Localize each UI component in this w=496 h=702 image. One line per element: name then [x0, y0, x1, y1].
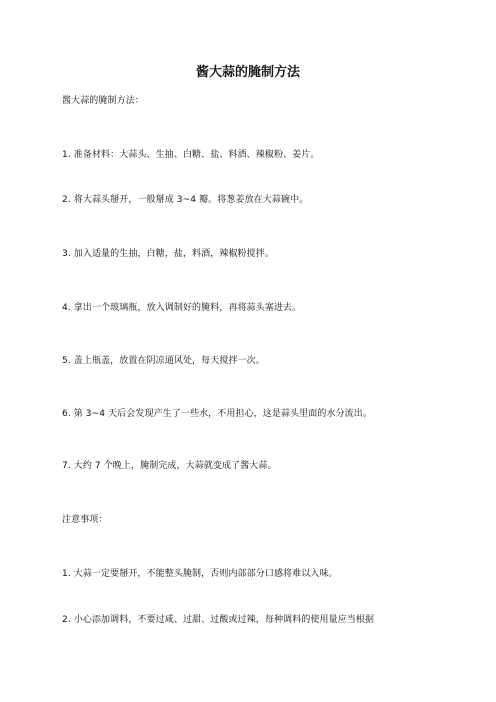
notes-heading: 注意事项：: [62, 515, 108, 525]
note-2: 2. 小心添加调料，不要过咸、过甜、过酸或过辣，每种调料的使用量应当根据: [62, 615, 375, 625]
step-3: 3. 加入适量的生抽，白糖，盐，料酒，辣椒粉搅拌。: [62, 249, 274, 259]
step-5: 5. 盖上瓶盖，放置在阴凉通风处，每天搅拌一次。: [62, 356, 265, 366]
step-7: 7. 大约 7 个晚上，腌制完成，大蒜就变成了酱大蒜。: [62, 461, 277, 471]
note-1: 1. 大蒜一定要掰开，不能整头腌制，否则内部部分口感将难以入味。: [62, 569, 338, 579]
step-1: 1. 准备材料：大蒜头、生抽、白糖、盐、料酒、辣椒粉、姜片。: [62, 150, 320, 160]
document-title: 酱大蒜的腌制方法: [195, 65, 300, 80]
step-6: 6. 第 3~4 天后会发现产生了一些水，不用担心，这是蒜头里面的水分流出。: [62, 409, 372, 419]
step-2: 2. 将大蒜头掰开，一般掰成 3~4 瓣。将葱姜放在大蒜碗中。: [62, 195, 309, 205]
intro-text: 酱大蒜的腌制方法：: [62, 96, 144, 106]
step-4: 4. 拿出一个玻璃瓶，放入调制好的腌料，再将蒜头塞进去。: [62, 303, 302, 313]
